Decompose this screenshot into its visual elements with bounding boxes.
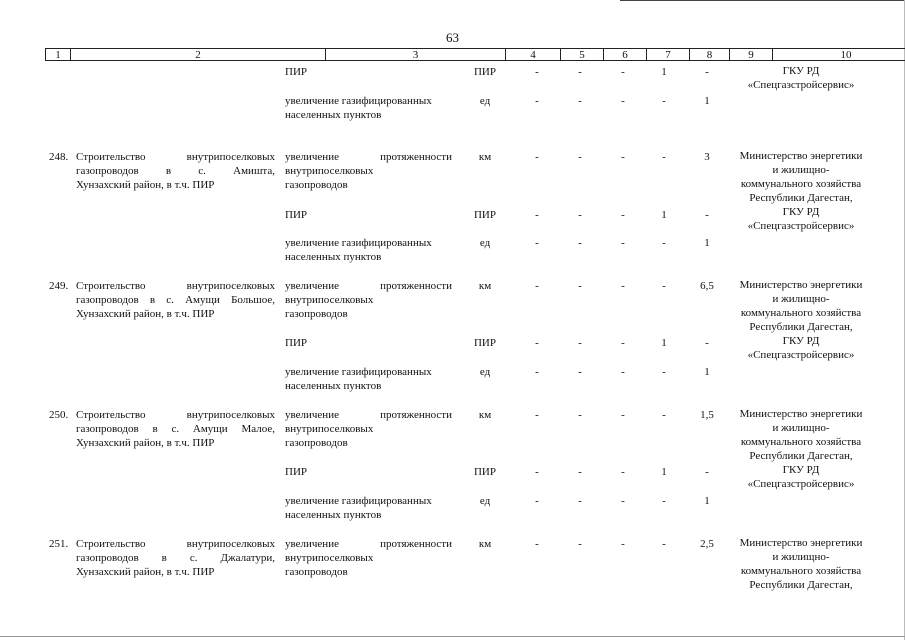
indicator-cell: увеличение протяженности: [285, 409, 452, 421]
value-col5: -: [535, 495, 539, 507]
value-col6: -: [578, 237, 582, 249]
value-col7: -: [621, 495, 625, 507]
entry-title: Хунзахский район, в т.ч. ПИР: [76, 179, 215, 191]
indicator-cell: населенных пунктов: [285, 251, 382, 263]
value-col9: -: [705, 466, 709, 478]
unit-cell: ПИР: [473, 66, 496, 78]
value-col9: 2,5: [700, 538, 714, 550]
value-col9: 6,5: [700, 280, 714, 292]
indicator-cell: внутрипоселковых: [285, 423, 374, 435]
executor-line: коммунального хозяйства: [740, 178, 862, 190]
value-col5: -: [535, 151, 539, 163]
entry-title: газопроводов в с. Амущи Большое,: [76, 294, 275, 306]
value-col6: -: [578, 280, 582, 292]
value-col5: -: [535, 466, 539, 478]
header-col-7: 7: [646, 48, 689, 61]
indicator-cell: внутрипоселковых: [285, 552, 374, 564]
entry-title: газопроводов в с. Амущи Малое,: [76, 423, 275, 435]
executor-line: Республики Дагестан,: [749, 192, 853, 204]
value-col8: -: [662, 237, 666, 249]
unit-cell: км: [478, 409, 492, 421]
indicator-cell: ПИР: [285, 209, 308, 221]
value-col7: -: [621, 538, 625, 550]
value-col6: -: [578, 151, 582, 163]
entry-title: Хунзахский район, в т.ч. ПИР: [76, 308, 215, 320]
value-col5: -: [535, 237, 539, 249]
value-col9: 1: [704, 495, 710, 507]
executor-line: Республики Дагестан,: [749, 321, 853, 333]
entry-title: Хунзахский район, в т.ч. ПИР: [76, 437, 215, 449]
value-col9: -: [705, 66, 709, 78]
indicator-cell: населенных пунктов: [285, 509, 382, 521]
executor-line: коммунального хозяйства: [740, 307, 862, 319]
header-col-9: 9: [729, 48, 772, 61]
unit-cell: км: [478, 280, 492, 292]
header-col-1: 1: [45, 48, 70, 61]
unit-cell: км: [478, 538, 492, 550]
value-col8: -: [662, 366, 666, 378]
executor-line: Республики Дагестан,: [749, 579, 853, 591]
value-col5: -: [535, 366, 539, 378]
value-col5: -: [535, 66, 539, 78]
value-col6: -: [578, 409, 582, 421]
indicator-cell: ПИР: [285, 466, 308, 478]
value-col9: -: [705, 337, 709, 349]
value-col7: -: [621, 409, 625, 421]
unit-cell: км: [478, 151, 492, 163]
executor-line: «Спецгазстройсервис»: [747, 478, 855, 490]
executor-line: ГКУ РД: [782, 65, 820, 77]
unit-cell: ед: [479, 95, 491, 107]
value-col8: 1: [661, 337, 667, 349]
scan-edge-bottom: [0, 636, 905, 637]
value-col8: -: [662, 409, 666, 421]
value-col9: 1: [704, 95, 710, 107]
indicator-cell: увеличение газифицированных: [285, 495, 432, 507]
executor-line: ГКУ РД: [782, 206, 820, 218]
entry-number: 251.: [49, 538, 69, 550]
indicator-cell: населенных пунктов: [285, 109, 382, 121]
indicator-cell: увеличение газифицированных: [285, 237, 432, 249]
value-col9: 3: [704, 151, 710, 163]
page-number: 63: [446, 30, 459, 45]
value-col8: -: [662, 495, 666, 507]
entry-number: 249.: [49, 280, 69, 292]
value-col7: -: [621, 466, 625, 478]
executor-line: ГКУ РД: [782, 464, 820, 476]
executor-line: Министерство энергетики: [739, 408, 863, 420]
value-col8: -: [662, 280, 666, 292]
value-col6: -: [578, 209, 582, 221]
value-col8: -: [662, 538, 666, 550]
unit-cell: ед: [479, 495, 491, 507]
indicator-cell: газопроводов: [285, 566, 348, 578]
value-col6: -: [578, 95, 582, 107]
value-col7: -: [621, 237, 625, 249]
indicator-cell: увеличение газифицированных: [285, 95, 432, 107]
value-col5: -: [535, 337, 539, 349]
entry-title: Строительство внутрипоселковых: [76, 280, 275, 292]
indicator-cell: увеличение протяженности: [285, 538, 452, 550]
entry-number: 250.: [49, 409, 69, 421]
executor-line: и жилищно-: [772, 293, 830, 305]
value-col7: -: [621, 151, 625, 163]
value-col7: -: [621, 280, 625, 292]
indicator-cell: ПИР: [285, 337, 308, 349]
value-col5: -: [535, 209, 539, 221]
entry-title: Строительство внутрипоселковых: [76, 151, 275, 163]
executor-line: и жилищно-: [772, 551, 830, 563]
indicator-cell: увеличение протяженности: [285, 280, 452, 292]
value-col8: 1: [661, 209, 667, 221]
value-col7: -: [621, 209, 625, 221]
entry-title: газопроводов в с. Амишта,: [76, 165, 275, 177]
executor-line: коммунального хозяйства: [740, 436, 862, 448]
value-col7: -: [621, 95, 625, 107]
value-col8: 1: [661, 466, 667, 478]
value-col5: -: [535, 538, 539, 550]
scan-edge-top: [620, 0, 905, 1]
executor-line: Министерство энергетики: [739, 279, 863, 291]
value-col8: -: [662, 95, 666, 107]
executor-line: ГКУ РД: [782, 335, 820, 347]
value-col9: 1: [704, 237, 710, 249]
entry-title: Строительство внутрипоселковых: [76, 409, 275, 421]
value-col9: 1,5: [700, 409, 714, 421]
entry-title: Хунзахский район, в т.ч. ПИР: [76, 566, 215, 578]
indicator-cell: увеличение газифицированных: [285, 366, 432, 378]
executor-line: «Спецгазстройсервис»: [747, 349, 855, 361]
indicator-cell: газопроводов: [285, 308, 348, 320]
indicator-cell: населенных пунктов: [285, 380, 382, 392]
executor-line: «Спецгазстройсервис»: [747, 220, 855, 232]
executor-line: «Спецгазстройсервис»: [747, 79, 855, 91]
entry-number: 248.: [49, 151, 69, 163]
value-col9: 1: [704, 366, 710, 378]
unit-cell: ПИР: [473, 209, 496, 221]
value-col6: -: [578, 337, 582, 349]
entry-title: газопроводов в с. Джалатури,: [76, 552, 275, 564]
header-col-3: 3: [325, 48, 505, 61]
header-col-10: 10: [772, 48, 905, 61]
executor-line: и жилищно-: [772, 164, 830, 176]
header-col-5: 5: [560, 48, 603, 61]
value-col6: -: [578, 66, 582, 78]
indicator-cell: газопроводов: [285, 179, 348, 191]
unit-cell: ПИР: [473, 337, 496, 349]
unit-cell: ед: [479, 366, 491, 378]
value-col6: -: [578, 538, 582, 550]
value-col5: -: [535, 280, 539, 292]
executor-line: Республики Дагестан,: [749, 450, 853, 462]
value-col8: 1: [661, 66, 667, 78]
unit-cell: ед: [479, 237, 491, 249]
indicator-cell: увеличение протяженности: [285, 151, 452, 163]
value-col7: -: [621, 366, 625, 378]
value-col6: -: [578, 495, 582, 507]
header-col-8: 8: [689, 48, 729, 61]
value-col5: -: [535, 95, 539, 107]
indicator-cell: внутрипоселковых: [285, 294, 374, 306]
value-col7: -: [621, 337, 625, 349]
indicator-cell: внутрипоселковых: [285, 165, 374, 177]
entry-title: Строительство внутрипоселковых: [76, 538, 275, 550]
header-col-4: 4: [505, 48, 560, 61]
value-col6: -: [578, 366, 582, 378]
executor-line: и жилищно-: [772, 422, 830, 434]
value-col8: -: [662, 151, 666, 163]
value-col9: -: [705, 209, 709, 221]
value-col7: -: [621, 66, 625, 78]
header-col-6: 6: [603, 48, 646, 61]
value-col5: -: [535, 409, 539, 421]
value-col6: -: [578, 466, 582, 478]
indicator-cell: ПИР: [285, 66, 308, 78]
executor-line: коммунального хозяйства: [740, 565, 862, 577]
indicator-cell: газопроводов: [285, 437, 348, 449]
header-col-2: 2: [70, 48, 325, 61]
executor-line: Министерство энергетики: [739, 150, 863, 162]
executor-line: Министерство энергетики: [739, 537, 863, 549]
unit-cell: ПИР: [473, 466, 496, 478]
